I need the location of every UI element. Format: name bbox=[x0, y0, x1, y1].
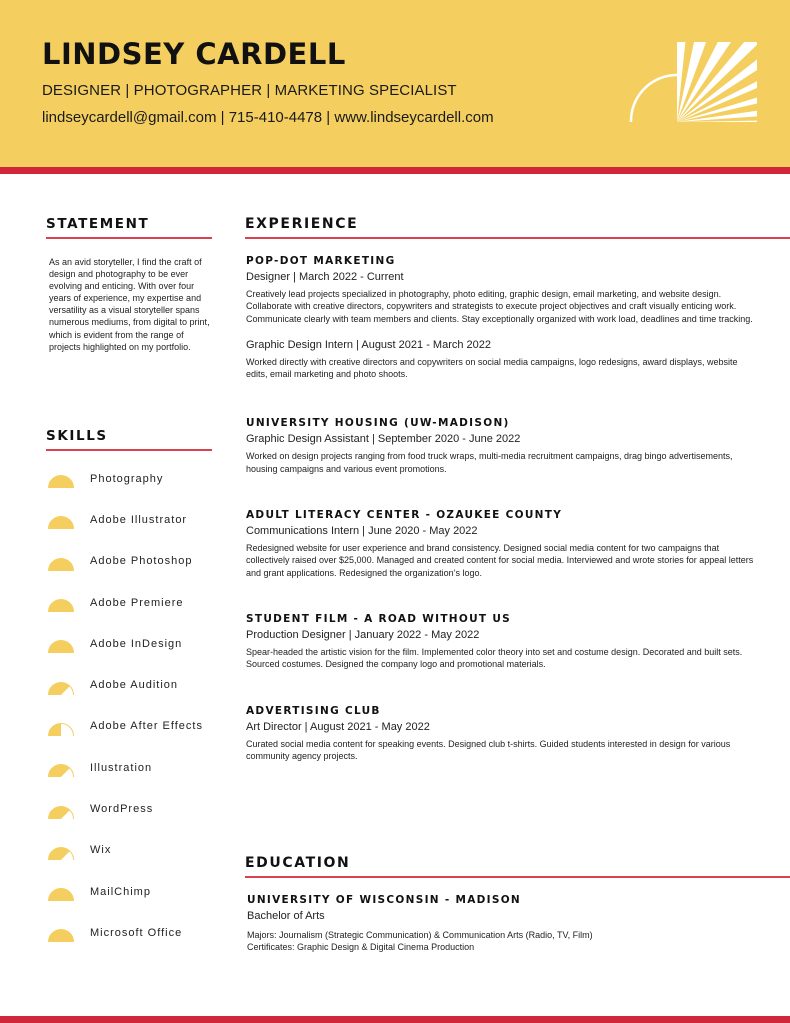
job-role: Graphic Design Assistant | September 2020 - June 2022 bbox=[246, 433, 521, 446]
separator: | bbox=[322, 109, 335, 126]
job-role: Art Director | August 2021 - May 2022 bbox=[246, 720, 430, 733]
skill-label: WordPress bbox=[90, 803, 154, 816]
job-entry bbox=[246, 705, 790, 763]
skill-item bbox=[46, 833, 212, 874]
gauge-fill bbox=[49, 558, 74, 571]
skill-level-gauge-icon bbox=[48, 806, 74, 819]
skill-label: Microsoft Office bbox=[90, 926, 183, 939]
skill-level-gauge-icon bbox=[48, 929, 74, 942]
website-link[interactable]: www.lindseycardell.com bbox=[334, 109, 494, 126]
job-company: POP-DOT MARKETING bbox=[246, 255, 396, 267]
job-company: ADULT LITERACY CENTER - OZAUKEE COUNTY bbox=[246, 509, 563, 522]
skill-level-gauge-icon bbox=[48, 847, 74, 860]
skill-item bbox=[46, 750, 212, 791]
skill-level-gauge-icon bbox=[48, 516, 74, 529]
skill-item bbox=[46, 502, 212, 543]
skill-item bbox=[46, 915, 212, 956]
skill-label: Adobe Photoshop bbox=[90, 555, 193, 568]
gauge-fill bbox=[49, 889, 74, 902]
skill-label: Adobe Illustrator bbox=[90, 513, 188, 526]
skill-label: MailChimp bbox=[90, 885, 151, 898]
email-link[interactable]: lindseycardell@gmail.com bbox=[42, 109, 217, 126]
phone-number[interactable]: 715-410-4478 bbox=[228, 109, 323, 126]
gauge-fill bbox=[49, 930, 74, 943]
skill-item bbox=[46, 874, 212, 915]
skill-level-gauge-icon bbox=[48, 682, 74, 695]
school-name: UNIVERSITY OF WISCONSIN - MADISON bbox=[247, 894, 522, 906]
majors: Majors: Journalism (Strategic Communication) & Communication Arts (Radio, TV, Film) bbox=[247, 930, 593, 940]
education-heading: EDUCATION bbox=[245, 855, 790, 878]
statement-text: As an avid storyteller, I find the craft of design and photography to be ever evolving and enticing. With over four years of experience, my expertise and versatility as a visual storyteller spans numerous mediums, from digital to print, which is evident from the range of projects highlighted on my portfolio. bbox=[49, 257, 210, 352]
skill-item bbox=[46, 626, 212, 667]
job-description: Redesigned website for user experience and brand consistency. Designed social media content for two campaigns that collectively raised over $25,000. Managed and created content for social media. Interviewed and wrote stories for appeal letters and grant applications. Redesigned the organization’s logo. bbox=[246, 543, 754, 578]
skill-label: Illustration bbox=[90, 761, 153, 774]
experience-section bbox=[245, 216, 790, 762]
header-accent-bar bbox=[0, 167, 790, 174]
contact-line bbox=[42, 109, 494, 126]
skills-heading: SKILLS bbox=[46, 428, 212, 451]
job-description: Worked on design projects ranging from food truck wraps, multi-media recruitment campaigns, drag bingo advertisements, housing campaigns and various event promotions. bbox=[246, 451, 733, 474]
gauge-fill bbox=[49, 806, 70, 819]
job-entry bbox=[246, 509, 790, 579]
gauge-fill bbox=[49, 765, 70, 778]
skill-item bbox=[46, 585, 212, 626]
header-banner bbox=[0, 0, 790, 167]
skill-level-gauge-icon bbox=[48, 764, 74, 777]
job-description: Curated social media content for speaking events. Designed club t-shirts. Guided students interested in design for various community agency projects. bbox=[246, 738, 731, 761]
certificates: Certificates: Graphic Design & Digital Cinema Production bbox=[247, 942, 475, 953]
skills-section bbox=[46, 428, 212, 957]
job-entry bbox=[246, 255, 790, 380]
candidate-titles: DESIGNER | PHOTOGRAPHER | MARKETING SPECIALIST bbox=[42, 82, 457, 99]
gauge-fill bbox=[49, 517, 74, 530]
job-role: Production Designer | January 2022 - May 2022 bbox=[246, 628, 480, 641]
skill-label: Adobe Audition bbox=[90, 679, 179, 692]
skill-label: Wix bbox=[90, 844, 112, 857]
gauge-fill bbox=[49, 600, 74, 613]
degree: Bachelor of Arts bbox=[247, 910, 325, 922]
gauge-fill bbox=[49, 682, 70, 695]
skill-level-gauge-icon bbox=[48, 475, 74, 488]
skill-label: Photography bbox=[90, 472, 164, 485]
job-company: ADVERTISING CLUB bbox=[246, 704, 381, 717]
skill-label: Adobe Premiere bbox=[90, 596, 184, 609]
job-role: Designer | March 2022 - Current bbox=[246, 271, 404, 283]
job-description: Creatively lead projects specialized in photography, photo editing, graphic design, email marketing, and website design. Collaborate with creative directors, copywriters and strategists to execute project objectives and craft visually enticing work. Communicate clearly with team members and clients. Stay exceptionally organized with work load, deadlines and time tracking. bbox=[246, 289, 753, 324]
gauge-fill bbox=[49, 847, 70, 860]
gauge-fill bbox=[49, 723, 62, 736]
gauge-fill bbox=[49, 641, 74, 654]
candidate-name: LINDSEY CARDELL bbox=[42, 37, 346, 71]
job-company: STUDENT FILM - A ROAD WITHOUT US bbox=[246, 612, 512, 625]
skill-item bbox=[46, 544, 212, 585]
separator: | bbox=[216, 109, 229, 126]
skill-level-gauge-icon bbox=[48, 599, 74, 612]
job-role: Communications Intern | June 2020 - May 2022 bbox=[246, 525, 478, 538]
statement-heading: STATEMENT bbox=[46, 216, 212, 239]
job-role: Graphic Design Intern | August 2021 - March 2022 bbox=[246, 338, 491, 351]
skill-item bbox=[46, 461, 212, 502]
job-description: Worked directly with creative directors and copywriters on social media campaigns, logo redesigns, award displays, website edits, email marketing and photo shoots. bbox=[246, 356, 738, 380]
footer-accent-bar bbox=[0, 1016, 790, 1023]
skill-item bbox=[46, 709, 212, 750]
statement-section bbox=[46, 216, 212, 353]
skill-item bbox=[46, 791, 212, 832]
skill-level-gauge-icon bbox=[48, 640, 74, 653]
gauge-fill bbox=[49, 476, 74, 489]
skill-level-gauge-icon bbox=[48, 558, 74, 571]
job-company: UNIVERSITY HOUSING (UW-MADISON) bbox=[246, 417, 510, 430]
education-section bbox=[245, 855, 790, 954]
education-entry bbox=[247, 894, 790, 954]
sunburst-logo-icon bbox=[622, 36, 767, 131]
job-description: Spear-headed the artistic vision for the film. Implemented color theory into set and costume design. Decorated and built sets. Sourced costumes. Designed the company logo and promotional materials. bbox=[246, 646, 743, 670]
job-entry bbox=[246, 613, 790, 671]
skill-level-gauge-icon bbox=[48, 723, 74, 736]
skills-list bbox=[46, 461, 212, 957]
skill-item bbox=[46, 667, 212, 708]
skill-label: Adobe InDesign bbox=[90, 637, 183, 650]
experience-heading: EXPERIENCE bbox=[245, 216, 790, 239]
job-entry bbox=[246, 417, 790, 475]
skill-label: Adobe After Effects bbox=[90, 720, 203, 733]
skill-level-gauge-icon bbox=[48, 888, 74, 901]
